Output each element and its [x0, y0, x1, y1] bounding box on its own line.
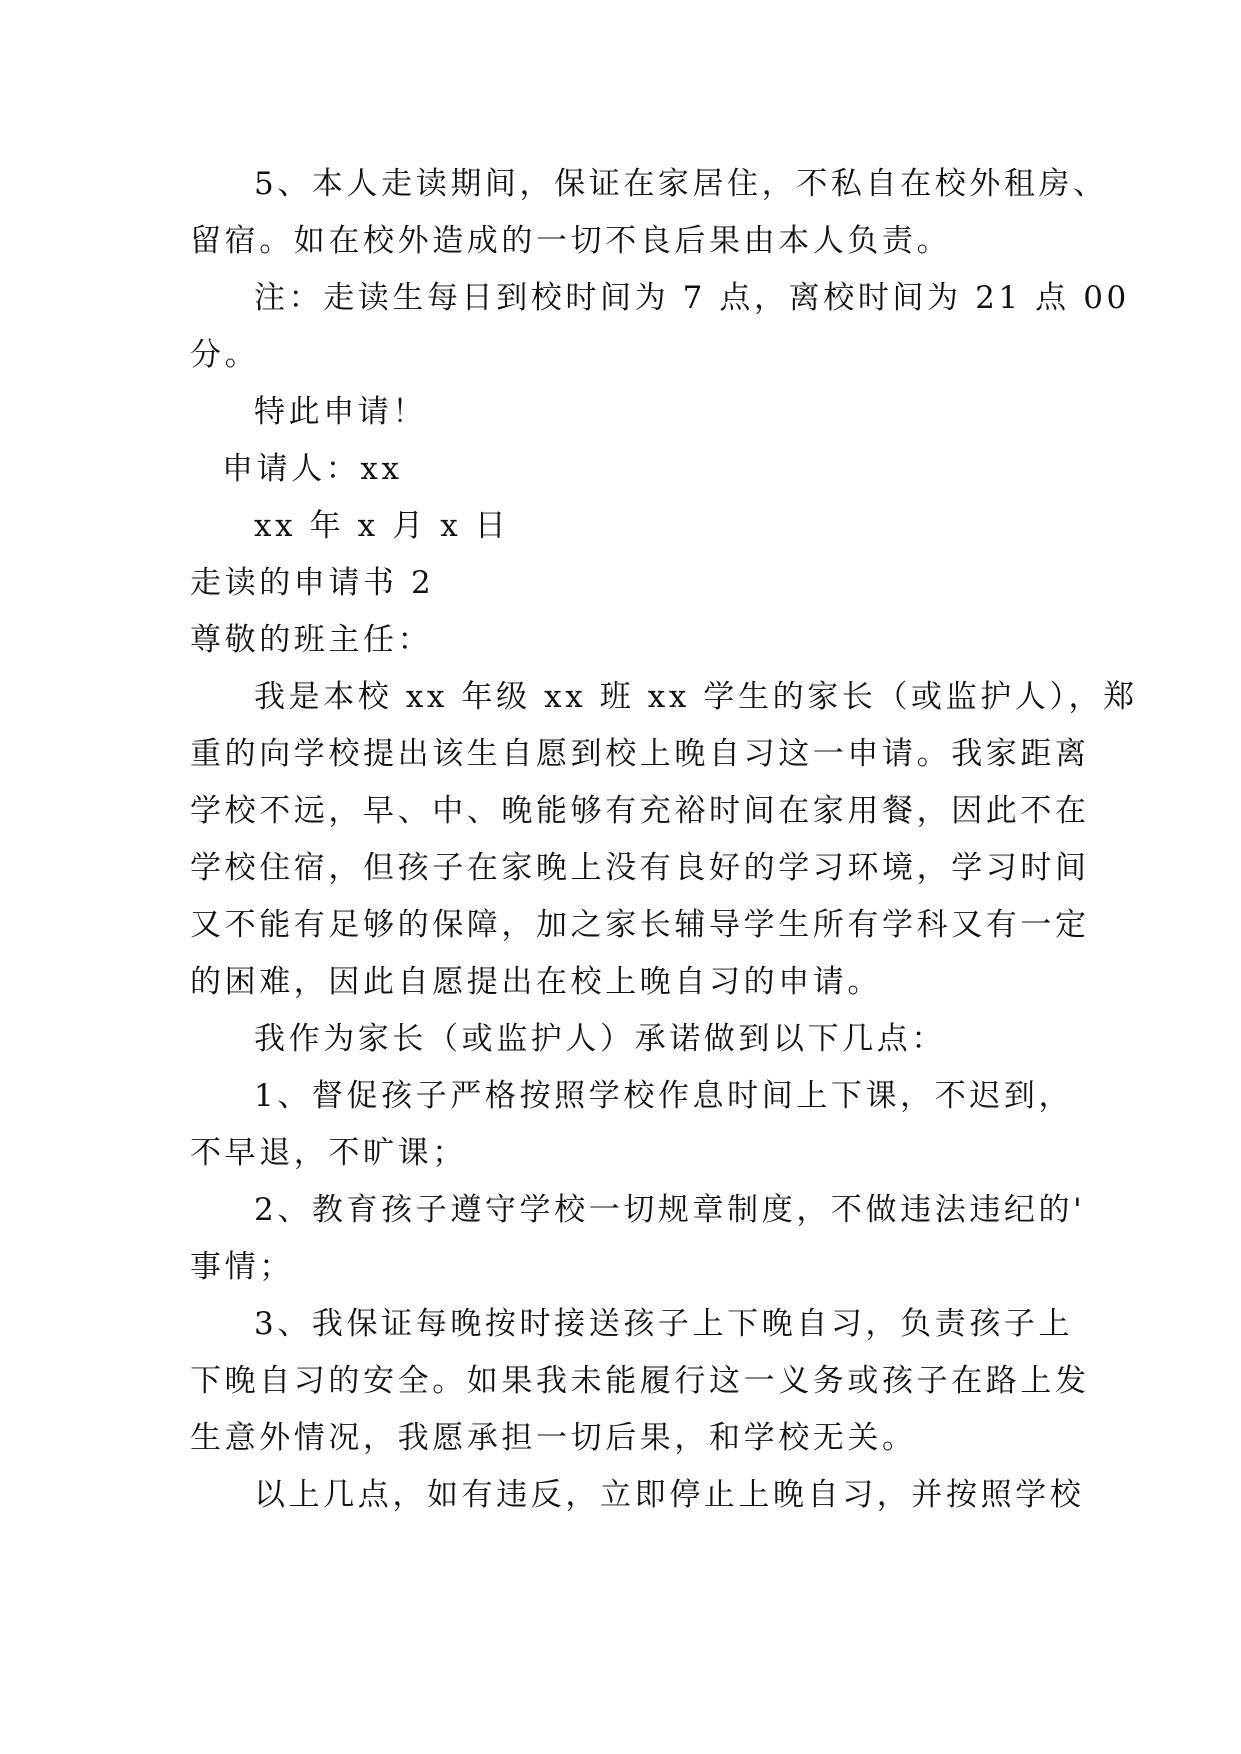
paragraph-line: 事情；	[190, 1249, 294, 1285]
applicant-line: 申请人：xx	[222, 451, 403, 487]
paragraph-line: 分。	[190, 337, 260, 373]
paragraph-line: 我作为家长（或监护人）承诺做到以下几点：	[254, 1021, 946, 1057]
paragraph-line: 3、我保证每晚按时接送孩子上下晚自习，负责孩子上	[254, 1306, 1074, 1342]
paragraph-line: 的困难，因此自愿提出在校上晚自习的申请。	[190, 964, 882, 1000]
paragraph-line: 学校住宿，但孩子在家晚上没有良好的学习环境，学习时间	[190, 850, 1090, 886]
closing-text: 特此申请！	[254, 394, 427, 430]
paragraph-line: 2、教育孩子遵守学校一切规章制度，不做违法违纪的'	[254, 1192, 1086, 1228]
paragraph-line: 我是本校 xx 年级 xx 班 xx 学生的家长（或监护人），郑	[254, 679, 1138, 715]
paragraph-line: 生意外情况，我愿承担一切后果，和学校无关。	[190, 1420, 917, 1456]
paragraph-line: 学校不远，早、中、晚能够有充裕时间在家用餐，因此不在	[190, 793, 1090, 829]
paragraph-line: 注：走读生每日到校时间为 7 点，离校时间为 21 点 00	[254, 280, 1130, 316]
paragraph-line: 不早退，不旷课；	[190, 1135, 467, 1171]
paragraph-line: 下晚自习的安全。如果我未能履行这一义务或孩子在路上发	[190, 1363, 1090, 1399]
paragraph-line: 重的向学校提出该生自愿到校上晚自习这一申请。我家距离	[190, 736, 1090, 772]
paragraph-line: 以上几点，如有违反，立即停止上晚自习，并按照学校	[254, 1477, 1085, 1513]
paragraph-line: 1、督促孩子严格按照学校作息时间上下课，不迟到，	[254, 1078, 1074, 1114]
section-title: 走读的申请书 2	[190, 565, 435, 601]
paragraph-line: 5、本人走读期间，保证在家居住，不私自在校外租房、	[254, 166, 1108, 202]
paragraph-line: 又不能有足够的保障，加之家长辅导学生所有学科又有一定	[190, 907, 1090, 943]
paragraph-line: 留宿。如在校外造成的一切不良后果由本人负责。	[190, 223, 952, 259]
date-line: xx 年 x 月 x 日	[254, 508, 510, 544]
salutation: 尊敬的班主任：	[190, 622, 433, 658]
